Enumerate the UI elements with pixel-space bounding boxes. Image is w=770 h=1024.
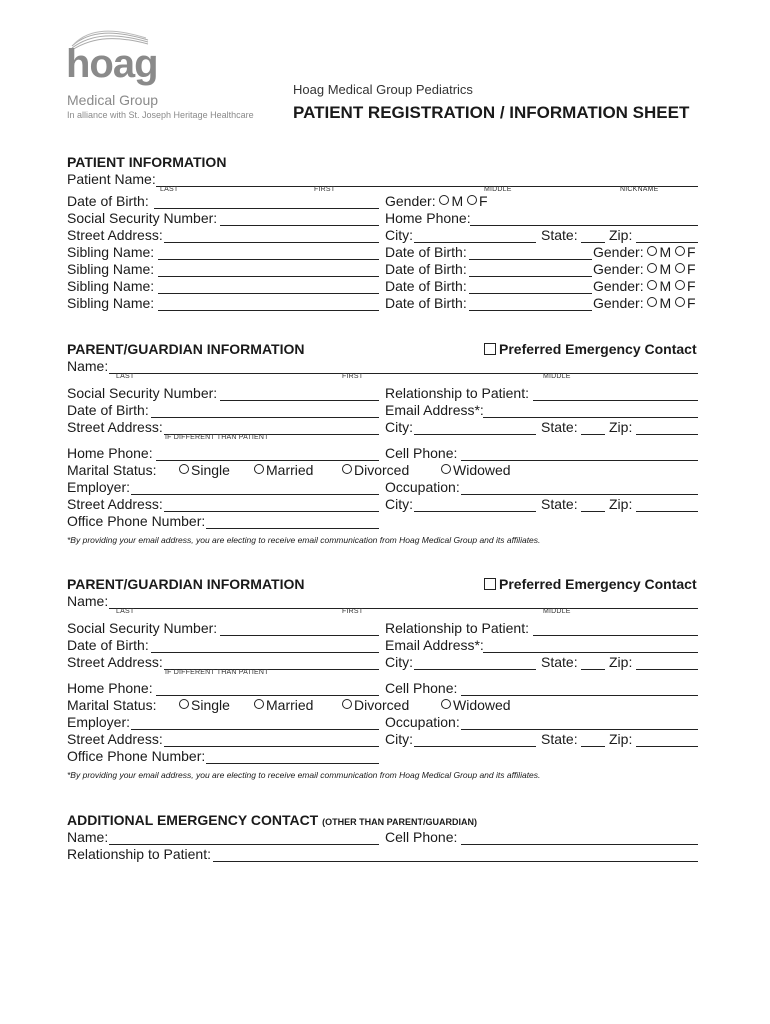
guardian-home-phone-field[interactable] [156,680,379,696]
gender-f-label: F [687,278,696,294]
logo [66,28,266,124]
patient-zip-label: Zip: [609,227,633,243]
sibling-dob-field[interactable] [469,278,592,294]
gender-m-radio[interactable] [647,263,657,273]
gender-m-radio[interactable] [647,280,657,290]
gender-f-radio[interactable] [467,195,477,205]
gender-f-label: F [479,193,488,209]
single-label: Single [191,462,230,478]
sub-middle: MIDDLE [543,608,571,615]
sub-middle: MIDDLE [543,373,571,380]
guardian-work-street-label: Street Address: [67,731,163,747]
patient-city-field[interactable] [414,227,536,243]
additional-relationship-field[interactable] [213,846,698,862]
single-label: Single [191,697,230,713]
guardian-zip-field[interactable] [636,654,698,670]
guardian-home-phone-label: Home Phone: [67,445,153,461]
marital-widowed[interactable] [441,462,511,478]
guardian-street-label: Street Address: [67,419,163,435]
sub-nickname: NICKNAME [620,186,659,193]
patient-ssn-field[interactable] [220,210,379,226]
logo-sub: Medical Group [67,92,159,108]
guardian-dob-field[interactable] [151,402,379,418]
guardian-street-field[interactable] [164,654,379,670]
gender-label: Gender: [593,244,644,260]
sibling-dob-label: Date of Birth: [385,261,467,277]
guardian-work-street-field[interactable] [164,731,379,747]
additional-heading-note: (OTHER THAN PARENT/GUARDIAN) [322,817,477,827]
additional-cell-phone-field[interactable] [461,829,698,845]
radio-icon[interactable] [254,464,264,474]
sibling-dob-field[interactable] [469,261,592,277]
guardian-occupation-field[interactable] [461,714,698,730]
patient-zip-field[interactable] [636,227,698,243]
guardian-relationship-field[interactable] [533,385,698,401]
sub-first: FIRST [342,373,364,380]
guardian-city-label: City: [385,419,413,435]
gender-m-radio[interactable] [647,246,657,256]
sibling-name-label: Sibling Name: [67,244,155,260]
marital-married[interactable] [254,697,313,713]
sibling-gender [593,295,696,311]
guardian-city-label: City: [385,654,413,670]
guardian-work-city-field[interactable] [414,731,536,747]
gender-label: Gender: [593,261,644,277]
sibling-dob-field[interactable] [469,295,592,311]
guardian-ssn-field[interactable] [220,620,379,636]
guardian-ssn-field[interactable] [220,385,379,401]
marital-divorced[interactable] [342,462,409,478]
radio-icon[interactable] [179,464,189,474]
sibling-dob-label: Date of Birth: [385,295,467,311]
patient-name-field[interactable] [156,171,698,187]
additional-heading-text: ADDITIONAL EMERGENCY CONTACT [67,812,319,828]
guardian-work-zip-field[interactable] [636,496,698,512]
guardian-zip-label: Zip: [609,654,633,670]
gender-f-radio[interactable] [675,280,685,290]
guardian-work-state-label: State: [541,731,578,747]
guardian-relationship-label: Relationship to Patient: [385,620,529,636]
additional-relationship-label: Relationship to Patient: [67,846,211,862]
guardian-state-label: State: [541,654,578,670]
guardian-name-field[interactable] [109,358,698,374]
guardian-employer-field[interactable] [131,714,379,730]
gender-m-radio[interactable] [647,297,657,307]
guardian-marital-label: Marital Status: [67,697,157,713]
sub-last: LAST [160,186,179,193]
radio-icon[interactable] [342,699,352,709]
gender-label: Gender: [593,278,644,294]
sibling-name-label: Sibling Name: [67,278,155,294]
guardian-state-label: State: [541,419,578,435]
patient-dob-label: Date of Birth: [67,193,149,209]
marital-divorced[interactable] [342,697,409,713]
sibling-name-field[interactable] [158,278,379,294]
guardian-street-field[interactable] [164,419,379,435]
gender-label: Gender: [385,193,436,209]
sub-if-different: IF DIFFERENT THAN PATIENT [165,669,269,676]
sibling-gender [593,261,696,277]
gender-f-radio[interactable] [675,246,685,256]
guardian-work-state-field[interactable] [581,496,605,512]
guardian-zip-field[interactable] [636,419,698,435]
guardian-email-label: Email Address*: [385,637,484,653]
divorced-label: Divorced [354,697,410,713]
additional-cell-phone-label: Cell Phone: [385,829,458,845]
radio-icon[interactable] [179,699,189,709]
guardian-employer-label: Employer: [67,479,131,495]
org-name: Hoag Medical Group Pediatrics [293,82,473,97]
guardian-occupation-label: Occupation: [385,479,460,495]
gender-f-radio[interactable] [675,297,685,307]
additional-name-label: Name: [67,829,109,845]
patient-ssn-label: Social Security Number: [67,210,218,226]
guardian-dob-field[interactable] [151,637,379,653]
guardian-work-street-label: Street Address: [67,496,163,512]
married-label: Married [266,697,314,713]
gender-f-label: F [687,261,696,277]
emergency-contact-checkbox[interactable] [484,341,697,357]
guardian-ssn-label: Social Security Number: [67,620,218,636]
logo-brand: hoag [66,42,158,86]
divorced-label: Divorced [354,462,410,478]
guardian-work-city-label: City: [385,496,413,512]
gender-f-label: F [687,244,696,260]
widowed-label: Widowed [453,462,511,478]
widowed-label: Widowed [453,697,511,713]
guardian-email-field[interactable] [483,637,698,653]
emergency-contact-checkbox[interactable] [484,576,697,592]
guardian-occupation-label: Occupation: [385,714,460,730]
guardian-state-field[interactable] [581,419,605,435]
guardian-marital-label: Marital Status: [67,462,157,478]
sibling-name-field[interactable] [158,295,379,311]
guardian-cell-phone-field[interactable] [461,680,698,696]
radio-icon[interactable] [254,699,264,709]
guardian-office-phone-label: Office Phone Number: [67,748,206,764]
marital-married[interactable] [254,462,313,478]
guardian-city-field[interactable] [414,654,536,670]
marital-single[interactable] [179,462,230,478]
radio-icon[interactable] [441,699,451,709]
emergency-label: Preferred Emergency Contact [499,341,697,357]
sibling-name-field[interactable] [158,261,379,277]
marital-single[interactable] [179,697,230,713]
patient-street-label: Street Address: [67,227,163,243]
logo-tagline: In alliance with St. Joseph Heritage Healthcare [67,110,254,120]
gender-m-label: M [659,261,672,277]
sibling-name-field[interactable] [158,244,379,260]
sibling-dob-field[interactable] [469,244,592,260]
guardian-zip-label: Zip: [609,419,633,435]
emergency-label: Preferred Emergency Contact [499,576,697,592]
patient-state-field[interactable] [581,227,605,243]
sub-last: LAST [116,373,135,380]
guardian-home-phone-field[interactable] [156,445,379,461]
marital-widowed[interactable] [441,697,511,713]
patient-gender [385,193,488,209]
sub-first: FIRST [342,608,364,615]
guardian-email-label: Email Address*: [385,402,484,418]
guardian-occupation-field[interactable] [461,479,698,495]
gender-m-label: M [659,295,672,311]
guardian-work-street-field[interactable] [164,496,379,512]
guardian-cell-phone-label: Cell Phone: [385,445,458,461]
checkbox-icon[interactable] [484,578,496,590]
gender-m-label: M [659,278,672,294]
married-label: Married [266,462,314,478]
gender-f-label: F [687,295,696,311]
sibling-name-label: Sibling Name: [67,295,155,311]
guardian-work-city-label: City: [385,731,413,747]
patient-heading: PATIENT INFORMATION [67,154,227,170]
guardian-relationship-label: Relationship to Patient: [385,385,529,401]
sub-last: LAST [116,608,135,615]
guardian-dob-label: Date of Birth: [67,402,149,418]
guardian-office-phone-field[interactable] [206,513,379,529]
guardian-city-field[interactable] [414,419,536,435]
patient-state-label: State: [541,227,578,243]
email-disclaimer: *By providing your email address, you are electing to receive email communication from Hoag Medical Group and its affiliates. [67,770,541,780]
gender-m-label: M [451,193,464,209]
patient-street-field[interactable] [164,227,379,243]
page-title: PATIENT REGISTRATION / INFORMATION SHEET [293,103,690,122]
guardian-home-phone-label: Home Phone: [67,680,153,696]
email-disclaimer: *By providing your email address, you are electing to receive email communication from Hoag Medical Group and its affiliates. [67,535,541,545]
guardian-work-state-field[interactable] [581,731,605,747]
guardian-cell-phone-field[interactable] [461,445,698,461]
sub-first: FIRST [314,186,336,193]
guardian-heading: PARENT/GUARDIAN INFORMATION [67,576,305,592]
guardian-office-phone-label: Office Phone Number: [67,513,206,529]
gender-label: Gender: [593,295,644,311]
radio-icon[interactable] [441,464,451,474]
guardian-name-label: Name: [67,358,109,374]
gender-m-radio[interactable] [439,195,449,205]
guardian-name-label: Name: [67,593,109,609]
guardian-work-state-label: State: [541,496,578,512]
guardian-employer-label: Employer: [67,714,131,730]
sibling-gender [593,244,696,260]
guardian-ssn-label: Social Security Number: [67,385,218,401]
guardian-work-zip-label: Zip: [609,496,633,512]
guardian-work-zip-label: Zip: [609,731,633,747]
guardian-relationship-field[interactable] [533,620,698,636]
patient-home-phone-label: Home Phone: [385,210,471,226]
additional-name-field[interactable] [109,829,379,845]
sibling-name-label: Sibling Name: [67,261,155,277]
guardian-work-city-field[interactable] [414,496,536,512]
sibling-gender [593,278,696,294]
guardian-employer-field[interactable] [131,479,379,495]
radio-icon[interactable] [342,464,352,474]
sub-if-different: IF DIFFERENT THAN PATIENT [165,434,269,441]
sub-middle: MIDDLE [484,186,512,193]
guardian-dob-label: Date of Birth: [67,637,149,653]
gender-m-label: M [659,244,672,260]
gender-f-radio[interactable] [675,263,685,273]
guardian-office-phone-field[interactable] [206,748,379,764]
patient-dob-field[interactable] [154,193,379,209]
guardian-state-field[interactable] [581,654,605,670]
guardian-name-field[interactable] [109,593,698,609]
guardian-heading: PARENT/GUARDIAN INFORMATION [67,341,305,357]
patient-name-label: Patient Name: [67,171,156,187]
sibling-dob-label: Date of Birth: [385,244,467,260]
patient-home-phone-field[interactable] [470,210,698,226]
guardian-email-field[interactable] [483,402,698,418]
guardian-street-label: Street Address: [67,654,163,670]
patient-city-label: City: [385,227,413,243]
guardian-cell-phone-label: Cell Phone: [385,680,458,696]
guardian-work-zip-field[interactable] [636,731,698,747]
sibling-dob-label: Date of Birth: [385,278,467,294]
additional-heading [67,812,477,828]
checkbox-icon[interactable] [484,343,496,355]
